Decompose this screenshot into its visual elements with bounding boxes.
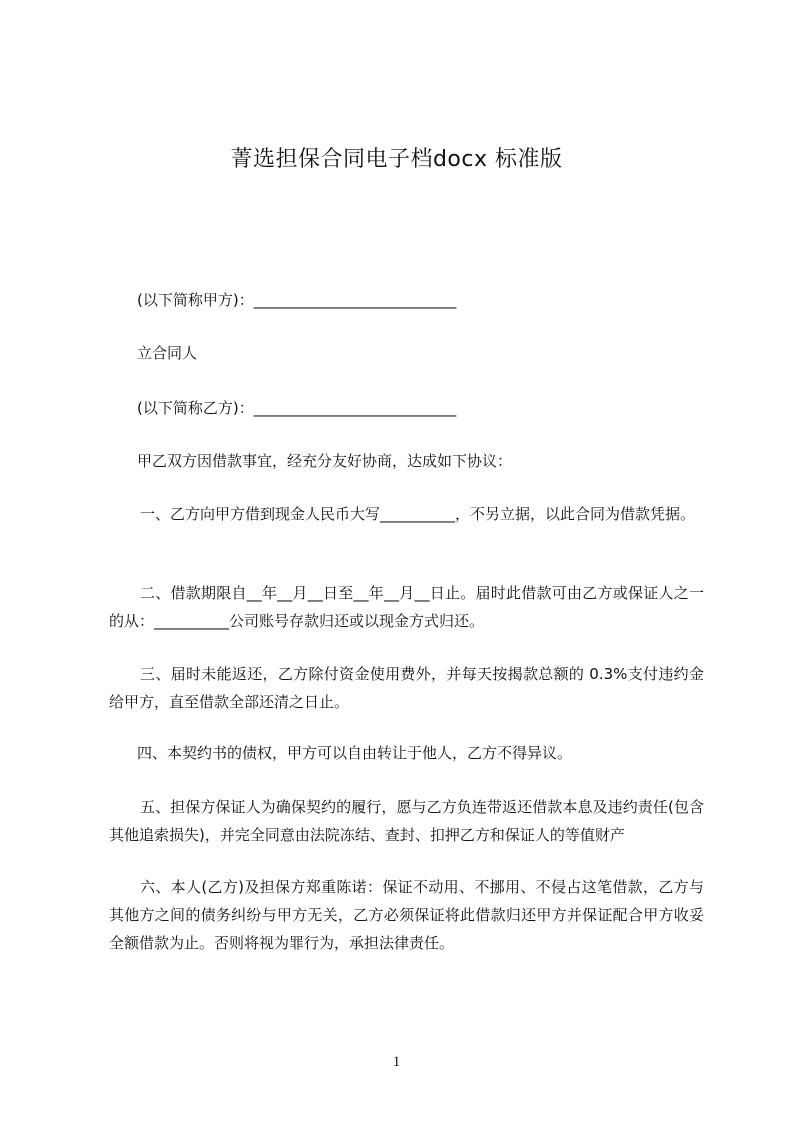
- clause-1: 一、乙方向甲方借到现金人民币大写__________，不另立据，以此合同为借款凭据。: [140, 505, 696, 523]
- clause-2: 二、借款期限自__年__月__日至__年__月__日止。届时此借款可由乙方或保证人之一的从：__________公司账号存款归还或以现金方式归还。: [109, 584, 704, 630]
- party-a-line: (以下简称甲方)：___________________________: [137, 291, 457, 309]
- clause-5: 五、担保方保证人为确保契约的履行，愿与乙方负连带返还借款本息及违约责任(包含其他追索损失)，并完全同意由法院冻结、查封、扣押乙方和保证人的等值财产: [109, 798, 704, 844]
- clause-6: 六、本人(乙方)及担保方郑重陈诺：保证不动用、不挪用、不侵占这笔借款，乙方与其他方之间的债务纠纷与甲方无关，乙方必须保证将此借款归还甲方并保证配合甲方收妥全额借款为止。否则将视为罪行为，承担法律责任。: [109, 878, 704, 952]
- clause-3: 三、届时未能返还，乙方除付资金使用费外，并每天按揭款总额的 0.3%支付违约金给甲方，直至借款全部还清之日止。: [109, 665, 704, 711]
- document-title: 菁选担保合同电子档docx 标准版: [230, 147, 563, 172]
- party-b-line: (以下简称乙方)：___________________________: [137, 399, 457, 417]
- intro-paragraph: 甲乙双方因借款事宜，经充分友好协商，达成如下协议：: [137, 452, 513, 470]
- signatory-line: 立合同人: [137, 344, 198, 362]
- clause-4: 四、本契约书的债权，甲方可以自由转让于他人，乙方不得异议。: [137, 744, 573, 762]
- page-number: 1: [392, 1054, 401, 1070]
